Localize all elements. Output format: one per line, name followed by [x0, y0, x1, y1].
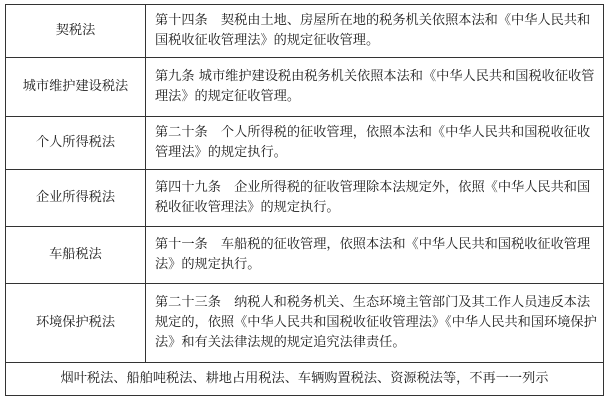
footer-note: 烟叶税法、船舶吨税法、耕地占用税法、车辆购置税法、资源税法等，不再一一列示	[6, 363, 604, 396]
tax-name-cell: 个人所得税法	[6, 117, 146, 170]
provision-text-cell: 第九条 城市维护建设税由税务机关依照本法和《中华人民共和国税收征收管理法》的规定征收管理。	[146, 58, 604, 117]
tax-name-cell: 城市维护建设税法	[6, 58, 146, 117]
table-row	[6, 170, 604, 227]
table-row	[6, 284, 604, 363]
tax-name-cell: 契税法	[6, 5, 146, 58]
table-row	[6, 58, 604, 117]
provision-text-cell: 第四十九条 企业所得税的征收管理除本法规定外，依照《中华人民共和国税收征收管理法》的规定执行。	[146, 170, 604, 227]
table-row	[6, 227, 604, 284]
tax-name-cell: 企业所得税法	[6, 170, 146, 227]
provision-text-cell: 第十四条 契税由土地、房屋所在地的税务机关依照本法和《中华人民共和国税收征收管理法》的规定征收管理。	[146, 5, 604, 58]
provision-text-cell: 第十一条 车船税的征收管理，依照本法和《中华人民共和国税收征收管理法》的规定执行。	[146, 227, 604, 284]
tax-name-cell: 环境保护税法	[6, 284, 146, 363]
table-row	[6, 5, 604, 58]
provision-text-cell: 第二十条 个人所得税的征收管理，依照本法和《中华人民共和国税收征收管理法》的规定执行。	[146, 117, 604, 170]
tax-law-table	[5, 4, 604, 396]
tax-name-cell: 车船税法	[6, 227, 146, 284]
provision-text-cell: 第二十三条 纳税人和税务机关、生态环境主管部门及其工作人员违反本法规定的，依照《中华人民共和国税收征收管理法》《中华人民共和国环境保护法》和有关法律法规的规定追究法律责任。	[146, 284, 604, 363]
table-row	[6, 117, 604, 170]
footer-row	[6, 363, 604, 396]
